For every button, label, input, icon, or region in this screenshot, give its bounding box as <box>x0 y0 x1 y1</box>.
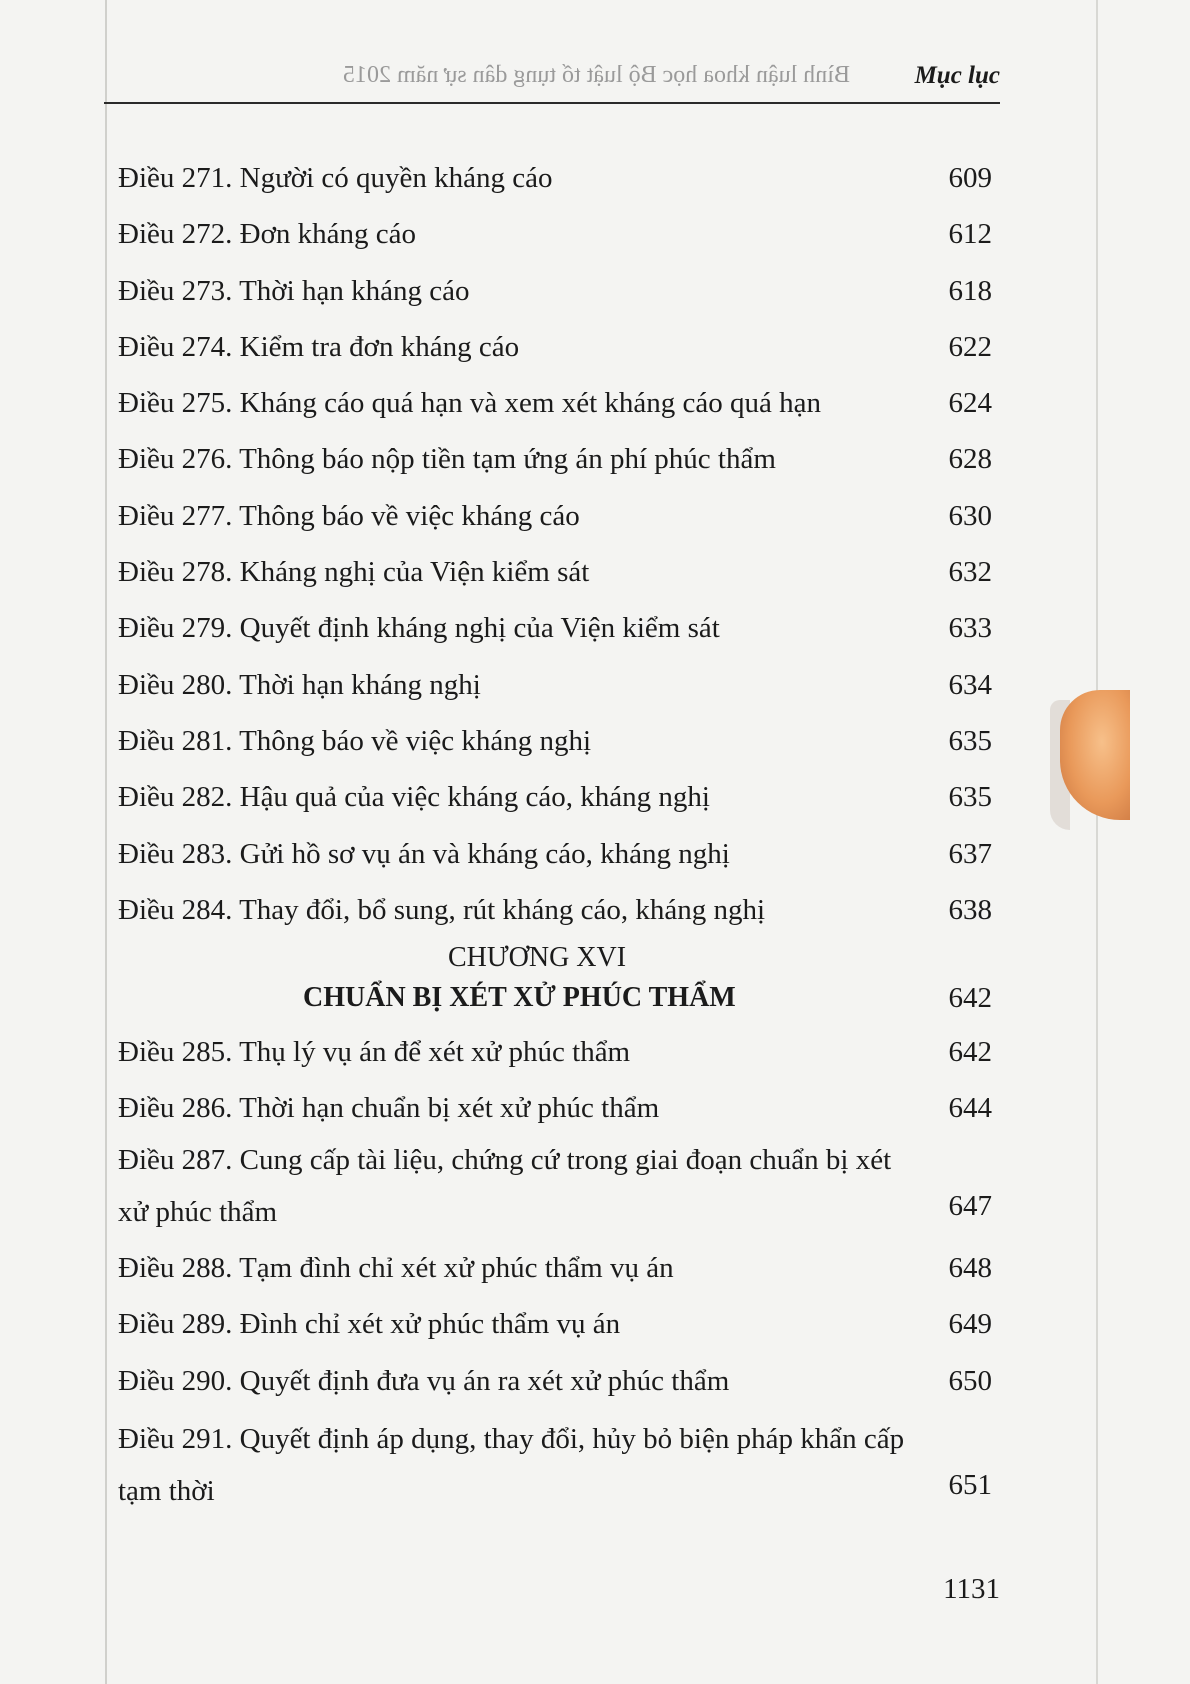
toc-entry[interactable] <box>118 271 992 327</box>
toc-entry-title: Điều 291. Quyết định áp dụng, thay đổi, hủy bỏ biện pháp khẩn cấp tạm thời <box>118 1423 905 1508</box>
toc-entry-title: Điều 276. Thông báo nộp tiền tạm ứng án phí phúc thẩm <box>118 443 776 476</box>
toc-entry-title: Điều 277. Thông báo về việc kháng cáo <box>118 499 580 532</box>
toc-entry[interactable] <box>118 552 992 608</box>
toc-entry-page: 644 <box>948 1092 992 1125</box>
toc-entry-title: Điều 280. Thời hạn kháng nghị <box>118 668 481 701</box>
toc-entry[interactable] <box>118 834 992 890</box>
header-title: Mục lục <box>914 62 1000 89</box>
toc-entry-page: 628 <box>948 443 992 476</box>
chapter-page: 642 <box>948 981 992 1014</box>
toc-entry-page: 651 <box>948 1469 992 1502</box>
toc-entry[interactable] <box>118 1032 992 1088</box>
toc-entry-title: Điều 272. Đơn kháng cáo <box>118 218 417 251</box>
table-of-contents <box>118 158 992 1527</box>
toc-entry[interactable] <box>118 777 992 833</box>
toc-entry-page: 618 <box>948 274 992 307</box>
toc-entry-page: 609 <box>948 162 992 194</box>
toc-entry-page: 649 <box>948 1308 992 1341</box>
toc-entry-page: 647 <box>948 1190 992 1223</box>
chapter-title: CHUẨN BỊ XÉT XỬ PHÚC THẨM <box>303 981 736 1013</box>
toc-entry[interactable] <box>118 1138 992 1248</box>
toc-entry[interactable] <box>118 439 992 495</box>
toc-entry-title: Điều 285. Thụ lý vụ án để xét xử phúc thẩm <box>118 1035 631 1068</box>
toc-entry[interactable] <box>118 1417 992 1527</box>
toc-entry-title: Điều 275. Kháng cáo quá hạn và xem xét kháng cáo quá hạn <box>118 387 822 420</box>
toc-entry[interactable] <box>118 496 992 552</box>
toc-entry-page: 630 <box>948 499 992 532</box>
toc-entry[interactable] <box>118 1361 992 1417</box>
page-number: 1131 <box>943 1573 1000 1605</box>
toc-entry-page: 612 <box>948 218 992 251</box>
toc-entry-page: 638 <box>948 893 992 926</box>
toc-entry-title: Điều 273. Thời hạn kháng cáo <box>118 274 470 307</box>
toc-entry-title: Điều 288. Tạm đình chỉ xét xử phúc thẩm vụ án <box>118 1252 674 1285</box>
toc-entry-page: 624 <box>948 387 992 420</box>
toc-entry-page: 637 <box>948 837 992 870</box>
toc-entry-page: 622 <box>948 330 992 363</box>
toc-entry-page: 648 <box>948 1252 992 1285</box>
thumb-finger <box>1060 690 1130 820</box>
toc-entry-title: Điều 289. Đình chỉ xét xử phúc thẩm vụ án <box>118 1308 621 1341</box>
toc-entry-title: Điều 282. Hậu quả của việc kháng cáo, kháng nghị <box>118 781 710 814</box>
toc-entry[interactable] <box>118 890 992 938</box>
toc-entry[interactable] <box>118 721 992 777</box>
toc-entry-page: 633 <box>948 612 992 645</box>
toc-entry-page: 635 <box>948 781 992 814</box>
bleed-through-text: Bình luận khoa học Bộ luật tố tụng dân sự năm 2015 <box>343 62 850 88</box>
chapter-heading[interactable] <box>118 978 992 1032</box>
toc-entry-title: Điều 283. Gửi hồ sơ vụ án và kháng cáo, kháng nghị <box>118 837 730 870</box>
chapter-number: CHƯƠNG XVI <box>448 941 627 973</box>
toc-entry-page: 650 <box>948 1364 992 1397</box>
toc-entry-title: Điều 279. Quyết định kháng nghị của Viện kiểm sát <box>118 612 720 645</box>
toc-entry-title: Điều 284. Thay đổi, bổ sung, rút kháng cáo, kháng nghị <box>118 893 766 926</box>
chapter-label <box>118 938 992 978</box>
toc-entry-page: 632 <box>948 556 992 589</box>
toc-entry[interactable] <box>118 383 992 439</box>
toc-entry[interactable] <box>118 1088 992 1138</box>
toc-entry[interactable] <box>118 1248 992 1304</box>
toc-entry-page: 634 <box>948 668 992 701</box>
toc-entry[interactable] <box>118 158 992 214</box>
toc-entry-title: Điều 287. Cung cấp tài liệu, chứng cứ trong giai đoạn chuẩn bị xét xử phúc thẩm <box>118 1144 892 1229</box>
page-gutter-line <box>105 0 107 1684</box>
toc-entry-title: Điều 278. Kháng nghị của Viện kiểm sát <box>118 556 590 589</box>
toc-entry-page: 635 <box>948 724 992 757</box>
toc-entry[interactable] <box>118 665 992 721</box>
toc-entry-title: Điều 290. Quyết định đưa vụ án ra xét xử phúc thẩm <box>118 1364 730 1397</box>
toc-entry-title: Điều 271. Người có quyền kháng cáo <box>118 162 553 194</box>
toc-entry-page: 642 <box>948 1035 992 1068</box>
toc-entry-title: Điều 286. Thời hạn chuẩn bị xét xử phúc thẩm <box>118 1092 660 1125</box>
toc-entry-title: Điều 281. Thông báo về việc kháng nghị <box>118 724 592 757</box>
toc-entry[interactable] <box>118 327 992 383</box>
toc-entry[interactable] <box>118 608 992 664</box>
toc-entry[interactable] <box>118 1304 992 1360</box>
page-edge-line <box>1096 0 1098 1684</box>
running-header <box>104 58 1000 104</box>
toc-entry[interactable] <box>118 214 992 270</box>
toc-entry-title: Điều 274. Kiểm tra đơn kháng cáo <box>118 330 520 363</box>
